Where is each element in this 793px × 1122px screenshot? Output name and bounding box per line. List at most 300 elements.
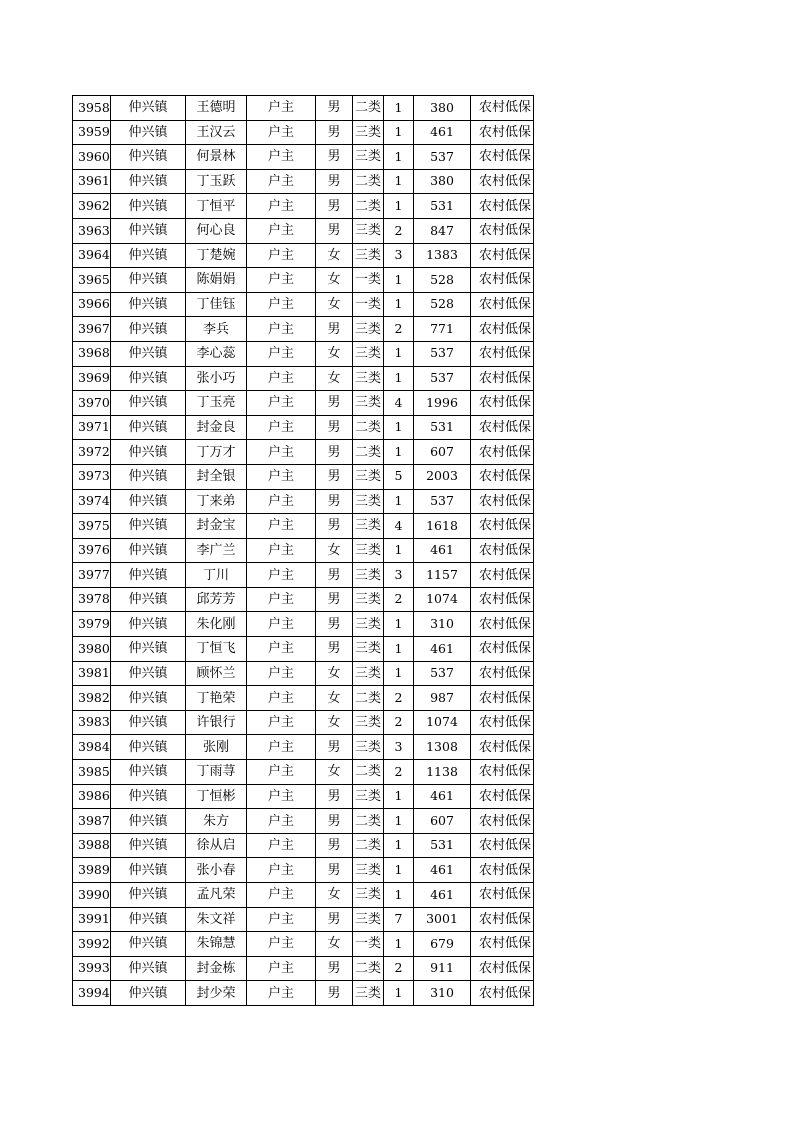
category-cell: 三类 [353,514,384,539]
table-row [73,489,534,514]
gender-cell: 女 [316,686,353,711]
program-cell: 农村低保 [471,563,534,588]
program-cell: 农村低保 [471,317,534,342]
township-cell: 仲兴镇 [111,317,186,342]
gender-cell: 男 [316,809,353,834]
program-cell: 农村低保 [471,514,534,539]
township-cell: 仲兴镇 [111,833,186,858]
household-size-cell: 1 [384,809,414,834]
table-row [73,809,534,834]
relation-cell: 户主 [247,760,316,785]
household-size-cell: 1 [384,637,414,662]
amount-cell: 461 [414,883,471,908]
amount-cell: 771 [414,317,471,342]
household-size-cell: 1 [384,858,414,883]
amount-cell: 537 [414,661,471,686]
gender-cell: 男 [316,391,353,416]
gender-cell: 男 [316,735,353,760]
table-row [73,514,534,539]
township-cell: 仲兴镇 [111,760,186,785]
row-number-cell: 3993 [73,956,111,981]
township-cell: 仲兴镇 [111,489,186,514]
row-number-cell: 3989 [73,858,111,883]
amount-cell: 537 [414,145,471,170]
name-cell: 张小巧 [186,366,247,391]
household-size-cell: 1 [384,366,414,391]
amount-cell: 461 [414,637,471,662]
amount-cell: 461 [414,538,471,563]
township-cell: 仲兴镇 [111,391,186,416]
township-cell: 仲兴镇 [111,637,186,662]
table-row [73,710,534,735]
name-cell: 孟凡荣 [186,883,247,908]
category-cell: 三类 [353,907,384,932]
household-size-cell: 1 [384,833,414,858]
household-size-cell: 2 [384,710,414,735]
program-cell: 农村低保 [471,243,534,268]
program-cell: 农村低保 [471,194,534,219]
table-row [73,612,534,637]
township-cell: 仲兴镇 [111,292,186,317]
amount-cell: 987 [414,686,471,711]
household-size-cell: 2 [384,760,414,785]
household-size-cell: 1 [384,440,414,465]
household-size-cell: 1 [384,169,414,194]
name-cell: 朱锦慧 [186,932,247,957]
township-cell: 仲兴镇 [111,932,186,957]
name-cell: 李广兰 [186,538,247,563]
row-number-cell: 3975 [73,514,111,539]
row-number-cell: 3990 [73,883,111,908]
program-cell: 农村低保 [471,956,534,981]
program-cell: 农村低保 [471,735,534,760]
table-row [73,145,534,170]
category-cell: 一类 [353,292,384,317]
category-cell: 二类 [353,440,384,465]
relation-cell: 户主 [247,858,316,883]
relation-cell: 户主 [247,686,316,711]
household-size-cell: 1 [384,538,414,563]
table-row [73,292,534,317]
name-cell: 丁玉跃 [186,169,247,194]
program-cell: 农村低保 [471,932,534,957]
amount-cell: 1074 [414,710,471,735]
gender-cell: 男 [316,415,353,440]
row-number-cell: 3992 [73,932,111,957]
township-cell: 仲兴镇 [111,686,186,711]
amount-cell: 461 [414,858,471,883]
row-number-cell: 3991 [73,907,111,932]
category-cell: 三类 [353,489,384,514]
relation-cell: 户主 [247,932,316,957]
relation-cell: 户主 [247,833,316,858]
relation-cell: 户主 [247,366,316,391]
amount-cell: 537 [414,489,471,514]
relation-cell: 户主 [247,784,316,809]
table-row [73,391,534,416]
category-cell: 三类 [353,391,384,416]
relation-cell: 户主 [247,538,316,563]
row-number-cell: 3994 [73,981,111,1006]
amount-cell: 2003 [414,464,471,489]
table-row [73,243,534,268]
amount-cell: 528 [414,268,471,293]
relation-cell: 户主 [247,710,316,735]
table-row [73,218,534,243]
gender-cell: 男 [316,489,353,514]
row-number-cell: 3972 [73,440,111,465]
program-cell: 农村低保 [471,784,534,809]
relation-cell: 户主 [247,587,316,612]
category-cell: 三类 [353,563,384,588]
table-row [73,686,534,711]
household-size-cell: 1 [384,268,414,293]
amount-cell: 380 [414,169,471,194]
relation-cell: 户主 [247,489,316,514]
relation-cell: 户主 [247,317,316,342]
household-size-cell: 7 [384,907,414,932]
category-cell: 三类 [353,735,384,760]
relation-cell: 户主 [247,981,316,1006]
program-cell: 农村低保 [471,366,534,391]
table-row [73,883,534,908]
program-cell: 农村低保 [471,710,534,735]
household-size-cell: 2 [384,956,414,981]
category-cell: 三类 [353,317,384,342]
row-number-cell: 3964 [73,243,111,268]
program-cell: 农村低保 [471,809,534,834]
row-number-cell: 3970 [73,391,111,416]
category-cell: 三类 [353,120,384,145]
relation-cell: 户主 [247,169,316,194]
relation-cell: 户主 [247,612,316,637]
row-number-cell: 3969 [73,366,111,391]
table-row [73,784,534,809]
category-cell: 三类 [353,612,384,637]
name-cell: 丁恒飞 [186,637,247,662]
gender-cell: 男 [316,317,353,342]
gender-cell: 女 [316,243,353,268]
household-size-cell: 1 [384,96,414,121]
program-cell: 农村低保 [471,883,534,908]
name-cell: 丁来弟 [186,489,247,514]
amount-cell: 531 [414,415,471,440]
amount-cell: 1618 [414,514,471,539]
table-row [73,833,534,858]
household-size-cell: 1 [384,489,414,514]
row-number-cell: 3980 [73,637,111,662]
row-number-cell: 3987 [73,809,111,834]
gender-cell: 男 [316,169,353,194]
table-row [73,464,534,489]
table-row [73,194,534,219]
township-cell: 仲兴镇 [111,96,186,121]
gender-cell: 男 [316,145,353,170]
household-size-cell: 1 [384,981,414,1006]
table-row [73,932,534,957]
row-number-cell: 3986 [73,784,111,809]
gender-cell: 男 [316,120,353,145]
relation-cell: 户主 [247,514,316,539]
program-cell: 农村低保 [471,218,534,243]
relation-cell: 户主 [247,661,316,686]
relation-cell: 户主 [247,391,316,416]
row-number-cell: 3977 [73,563,111,588]
household-size-cell: 1 [384,932,414,957]
gender-cell: 女 [316,661,353,686]
row-number-cell: 3974 [73,489,111,514]
row-number-cell: 3965 [73,268,111,293]
township-cell: 仲兴镇 [111,415,186,440]
household-size-cell: 1 [384,784,414,809]
name-cell: 邱芳芳 [186,587,247,612]
household-size-cell: 3 [384,243,414,268]
program-cell: 农村低保 [471,292,534,317]
name-cell: 封金栋 [186,956,247,981]
category-cell: 二类 [353,415,384,440]
gender-cell: 女 [316,932,353,957]
program-cell: 农村低保 [471,391,534,416]
row-number-cell: 3959 [73,120,111,145]
name-cell: 徐从启 [186,833,247,858]
gender-cell: 女 [316,292,353,317]
row-number-cell: 3961 [73,169,111,194]
gender-cell: 男 [316,956,353,981]
name-cell: 朱文祥 [186,907,247,932]
name-cell: 许银行 [186,710,247,735]
township-cell: 仲兴镇 [111,612,186,637]
name-cell: 顾怀兰 [186,661,247,686]
program-cell: 农村低保 [471,587,534,612]
household-size-cell: 1 [384,194,414,219]
row-number-cell: 3963 [73,218,111,243]
township-cell: 仲兴镇 [111,784,186,809]
amount-cell: 310 [414,612,471,637]
amount-cell: 1138 [414,760,471,785]
gender-cell: 男 [316,194,353,219]
program-cell: 农村低保 [471,686,534,711]
program-cell: 农村低保 [471,96,534,121]
amount-cell: 911 [414,956,471,981]
household-size-cell: 1 [384,341,414,366]
gender-cell: 女 [316,710,353,735]
name-cell: 王汉云 [186,120,247,145]
program-cell: 农村低保 [471,858,534,883]
name-cell: 丁雨荨 [186,760,247,785]
program-cell: 农村低保 [471,981,534,1006]
name-cell: 朱方 [186,809,247,834]
row-number-cell: 3984 [73,735,111,760]
category-cell: 三类 [353,243,384,268]
name-cell: 封少荣 [186,981,247,1006]
category-cell: 二类 [353,686,384,711]
category-cell: 三类 [353,858,384,883]
household-size-cell: 2 [384,317,414,342]
row-number-cell: 3988 [73,833,111,858]
table-row [73,96,534,121]
household-size-cell: 1 [384,661,414,686]
household-size-cell: 1 [384,292,414,317]
category-cell: 三类 [353,661,384,686]
household-size-cell: 4 [384,391,414,416]
amount-cell: 1157 [414,563,471,588]
name-cell: 丁艳荣 [186,686,247,711]
household-size-cell: 2 [384,686,414,711]
amount-cell: 3001 [414,907,471,932]
relation-cell: 户主 [247,809,316,834]
relation-cell: 户主 [247,563,316,588]
table-row [73,366,534,391]
table-row [73,637,534,662]
amount-cell: 380 [414,96,471,121]
category-cell: 三类 [353,883,384,908]
table-row [73,956,534,981]
amount-cell: 528 [414,292,471,317]
household-size-cell: 1 [384,612,414,637]
relation-cell: 户主 [247,883,316,908]
township-cell: 仲兴镇 [111,710,186,735]
household-size-cell: 1 [384,120,414,145]
name-cell: 何景林 [186,145,247,170]
program-cell: 农村低保 [471,341,534,366]
program-cell: 农村低保 [471,538,534,563]
program-cell: 农村低保 [471,907,534,932]
program-cell: 农村低保 [471,145,534,170]
name-cell: 丁川 [186,563,247,588]
relation-cell: 户主 [247,96,316,121]
relation-cell: 户主 [247,735,316,760]
name-cell: 丁恒平 [186,194,247,219]
program-cell: 农村低保 [471,415,534,440]
category-cell: 三类 [353,218,384,243]
township-cell: 仲兴镇 [111,858,186,883]
name-cell: 丁玉亮 [186,391,247,416]
gender-cell: 男 [316,563,353,588]
relation-cell: 户主 [247,956,316,981]
category-cell: 一类 [353,932,384,957]
name-cell: 陈娟娟 [186,268,247,293]
township-cell: 仲兴镇 [111,243,186,268]
township-cell: 仲兴镇 [111,218,186,243]
township-cell: 仲兴镇 [111,735,186,760]
category-cell: 三类 [353,366,384,391]
gender-cell: 男 [316,464,353,489]
roster-table-body [73,96,534,1006]
category-cell: 二类 [353,194,384,219]
category-cell: 三类 [353,145,384,170]
name-cell: 丁佳钰 [186,292,247,317]
row-number-cell: 3978 [73,587,111,612]
township-cell: 仲兴镇 [111,538,186,563]
township-cell: 仲兴镇 [111,809,186,834]
name-cell: 王德明 [186,96,247,121]
township-cell: 仲兴镇 [111,514,186,539]
program-cell: 农村低保 [471,661,534,686]
row-number-cell: 3958 [73,96,111,121]
category-cell: 二类 [353,96,384,121]
table-row [73,981,534,1006]
amount-cell: 310 [414,981,471,1006]
township-cell: 仲兴镇 [111,145,186,170]
name-cell: 朱化刚 [186,612,247,637]
table-row [73,858,534,883]
table-row [73,120,534,145]
household-size-cell: 1 [384,415,414,440]
township-cell: 仲兴镇 [111,440,186,465]
row-number-cell: 3979 [73,612,111,637]
household-size-cell: 4 [384,514,414,539]
name-cell: 丁楚婉 [186,243,247,268]
household-size-cell: 2 [384,587,414,612]
relation-cell: 户主 [247,120,316,145]
amount-cell: 531 [414,194,471,219]
township-cell: 仲兴镇 [111,587,186,612]
gender-cell: 女 [316,760,353,785]
program-cell: 农村低保 [471,120,534,145]
amount-cell: 461 [414,120,471,145]
table-row [73,538,534,563]
category-cell: 三类 [353,981,384,1006]
program-cell: 农村低保 [471,268,534,293]
program-cell: 农村低保 [471,637,534,662]
amount-cell: 847 [414,218,471,243]
category-cell: 二类 [353,809,384,834]
amount-cell: 679 [414,932,471,957]
amount-cell: 537 [414,341,471,366]
table-row [73,661,534,686]
household-size-cell: 5 [384,464,414,489]
household-size-cell: 1 [384,883,414,908]
table-row [73,760,534,785]
gender-cell: 男 [316,833,353,858]
gender-cell: 男 [316,587,353,612]
name-cell: 丁万才 [186,440,247,465]
row-number-cell: 3967 [73,317,111,342]
relation-cell: 户主 [247,907,316,932]
category-cell: 三类 [353,341,384,366]
gender-cell: 男 [316,907,353,932]
township-cell: 仲兴镇 [111,981,186,1006]
gender-cell: 女 [316,883,353,908]
relation-cell: 户主 [247,341,316,366]
name-cell: 封全银 [186,464,247,489]
row-number-cell: 3981 [73,661,111,686]
program-cell: 农村低保 [471,833,534,858]
gender-cell: 男 [316,784,353,809]
category-cell: 三类 [353,637,384,662]
table-row [73,907,534,932]
household-size-cell: 1 [384,145,414,170]
relation-cell: 户主 [247,464,316,489]
township-cell: 仲兴镇 [111,268,186,293]
gender-cell: 男 [316,96,353,121]
amount-cell: 461 [414,784,471,809]
relation-cell: 户主 [247,637,316,662]
category-cell: 三类 [353,587,384,612]
relation-cell: 户主 [247,415,316,440]
name-cell: 何心良 [186,218,247,243]
township-cell: 仲兴镇 [111,169,186,194]
table-row [73,268,534,293]
gender-cell: 女 [316,341,353,366]
household-size-cell: 2 [384,218,414,243]
amount-cell: 1996 [414,391,471,416]
amount-cell: 1383 [414,243,471,268]
name-cell: 封金良 [186,415,247,440]
category-cell: 三类 [353,710,384,735]
category-cell: 三类 [353,538,384,563]
table-row [73,415,534,440]
